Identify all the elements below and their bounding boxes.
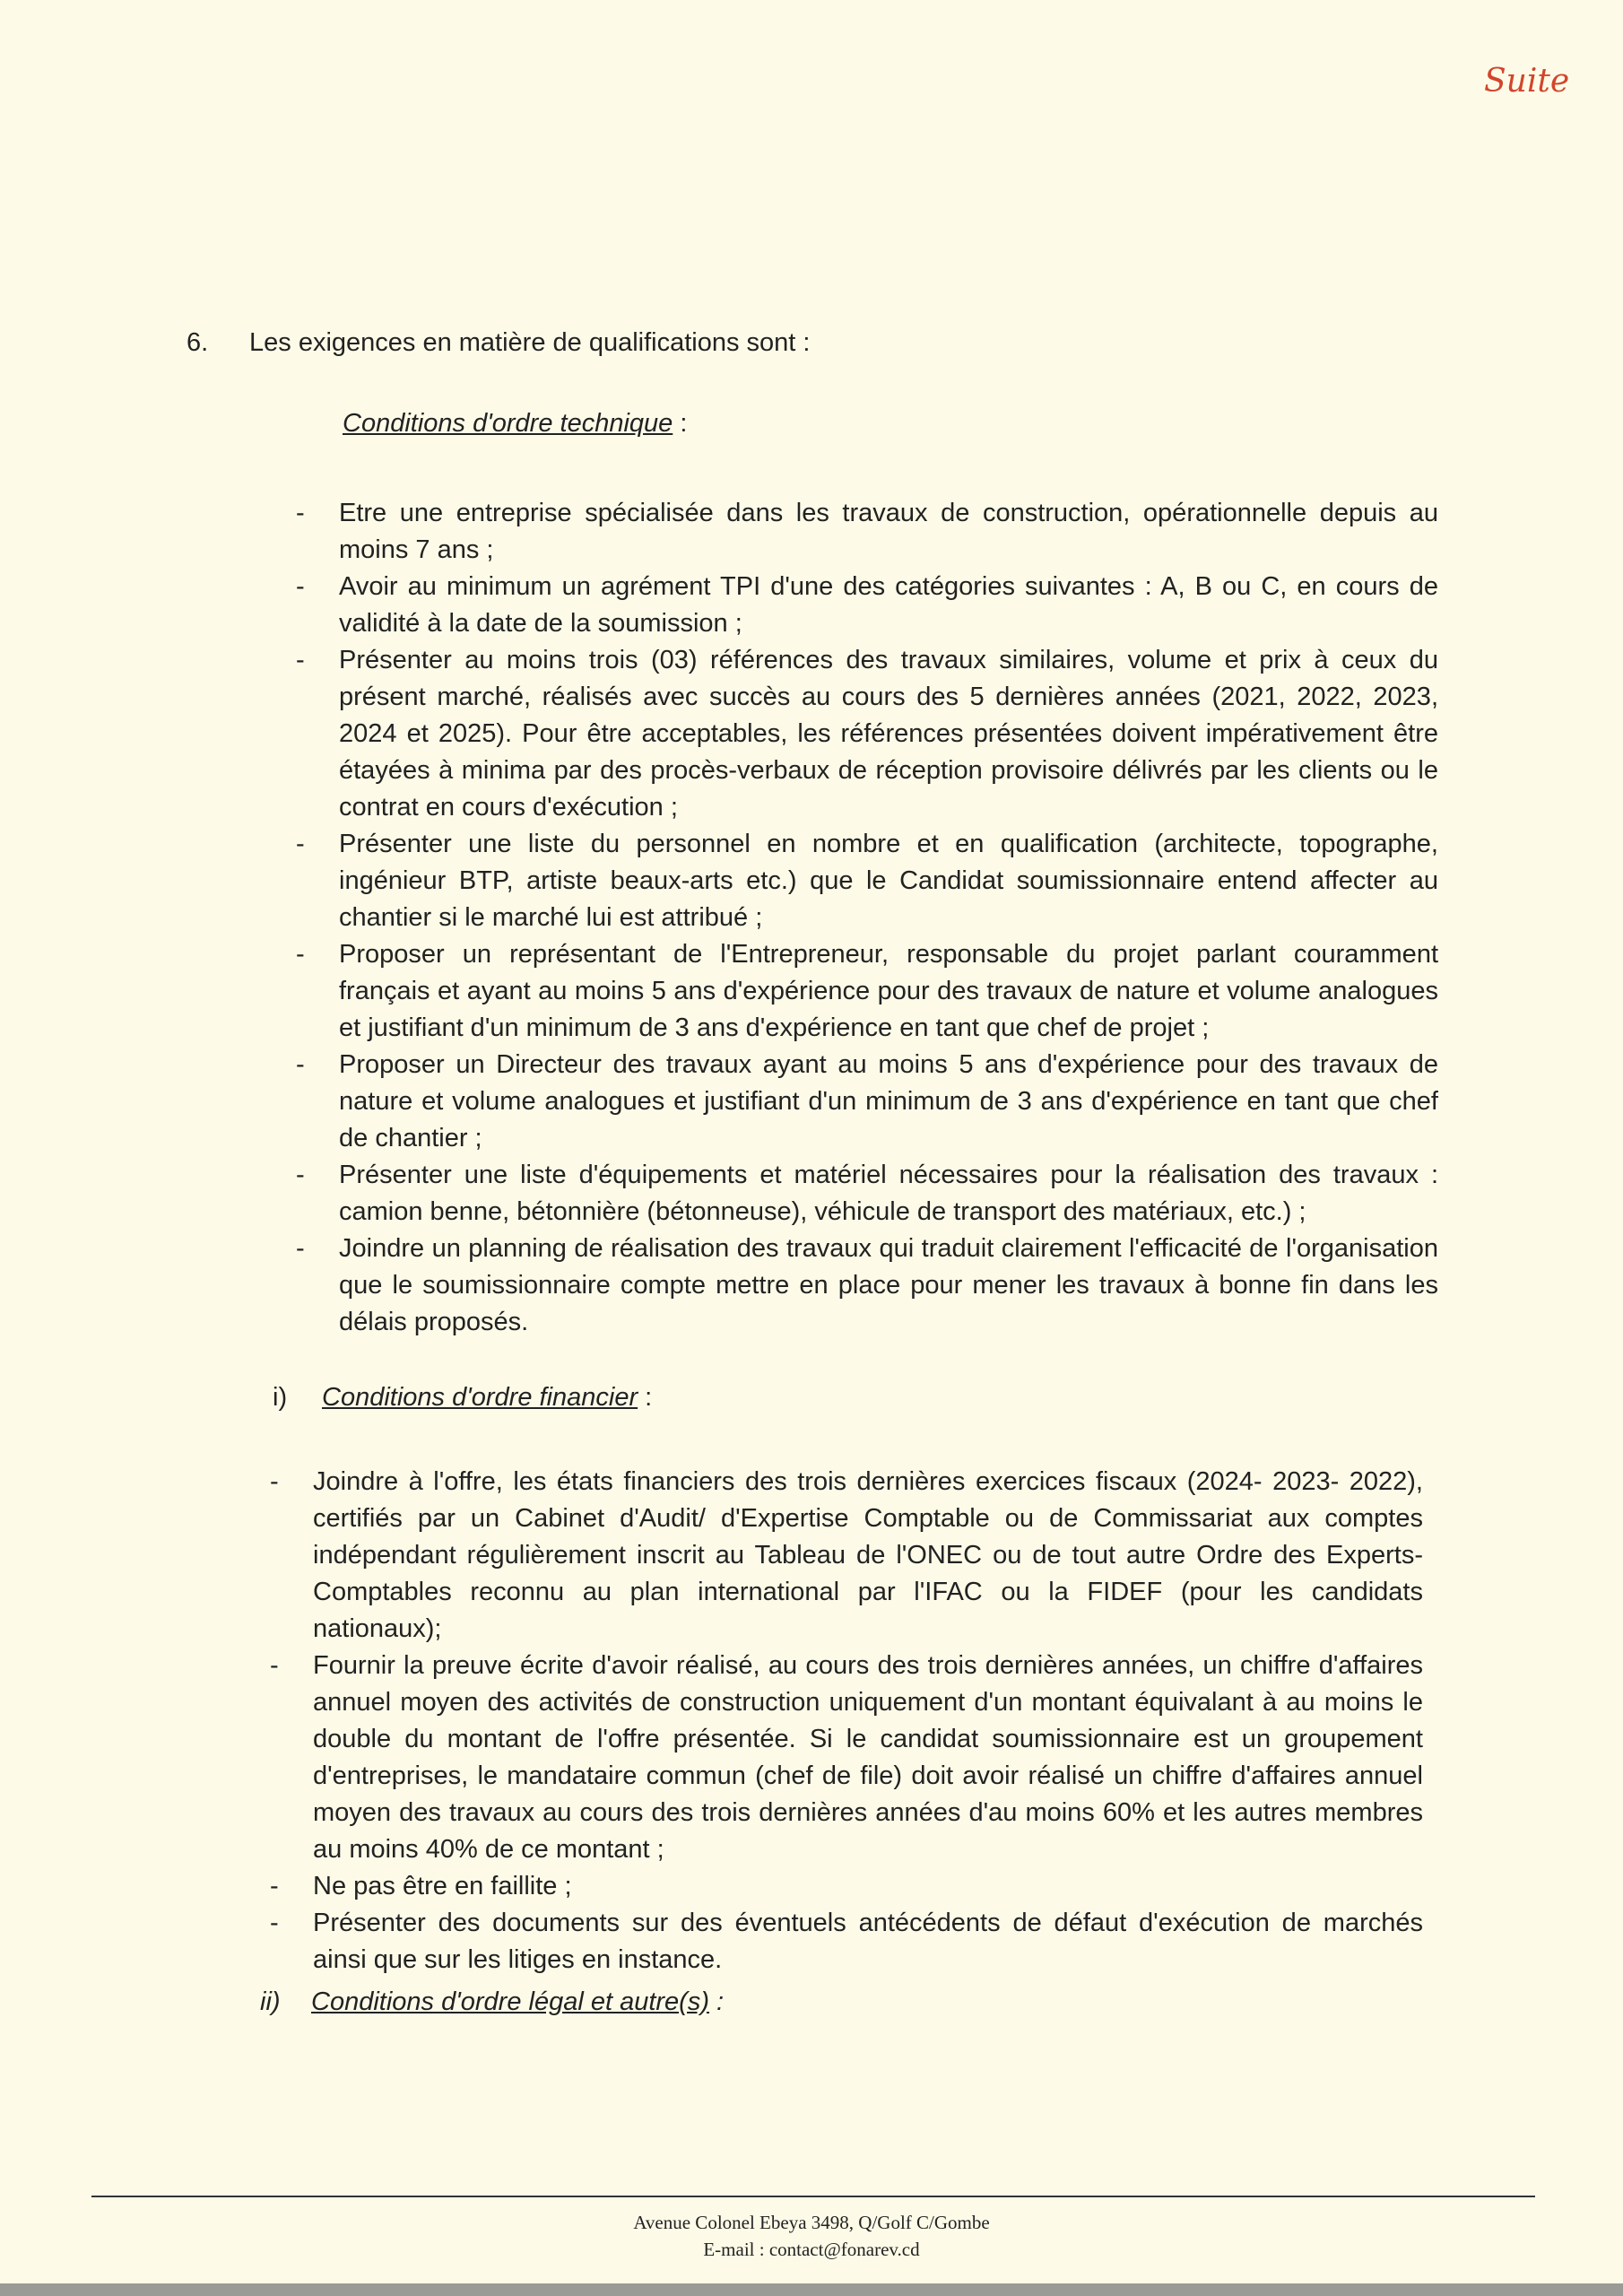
colon: : bbox=[673, 409, 688, 438]
suite-mark: Suite bbox=[1484, 63, 1570, 100]
financial-list bbox=[270, 1464, 1423, 1979]
list-item bbox=[296, 495, 1438, 569]
list-item bbox=[296, 1047, 1438, 1157]
list-item bbox=[270, 1648, 1423, 1868]
legal-marker: ii) bbox=[260, 1987, 281, 2016]
colon: : bbox=[638, 1383, 653, 1412]
list-item-text: Etre une entreprise spécialisée dans les travaux de construction, opérationnelle depuis au moins 7 ans ; bbox=[339, 499, 1438, 564]
legal-title: Conditions d'ordre légal et autre(s) bbox=[311, 1987, 709, 2016]
section-intro: Les exigences en matière de qualifications sont : bbox=[249, 328, 811, 357]
list-item bbox=[270, 1868, 1423, 1905]
bullet-dash: - bbox=[296, 1050, 305, 1079]
bullet-dash: - bbox=[270, 1909, 279, 1937]
list-item-text: Joindre à l'offre, les états financiers des trois dernières exercices fiscaux (2024- 2023- 2022), certifiés par un Cabinet d'Audit/ d'Expertise Comptable ou de Commissariat aux comptes indépendant régulièrement inscrit au Tableau de l'ONEC ou de tout autre Ordre des Experts-Comptables reconnu au plan international par l'IFAC ou la FIDEF (pour les candidats nationaux); bbox=[313, 1467, 1423, 1643]
list-item bbox=[296, 1157, 1438, 1231]
footer-email: E-mail : contact@fonarev.cd bbox=[703, 2239, 920, 2260]
list-item-text: Présenter au moins trois (03) références des travaux similaires, volume et prix à ceux du présent marché, réalisés avec succès au cours des 5 dernières années (2021, 2022, 2023, 2024 et 2025). Pour être acceptables, les références présentées doivent impérativement être étayées à minima par des procès-verbaux de réception provisoire délivrés par les clients ou le contrat en cours d'exécution ; bbox=[339, 646, 1438, 822]
technical-title: Conditions d'ordre technique bbox=[343, 409, 673, 438]
list-item-text: Présenter une liste d'équipements et matériel nécessaires pour la réalisation des travaux : camion benne, bétonnière (bétonneuse), véhicule de transport des matériaux, etc.) ; bbox=[339, 1161, 1438, 1226]
list-item bbox=[296, 826, 1438, 936]
bullet-dash: - bbox=[270, 1651, 279, 1680]
section-number: 6. bbox=[187, 328, 209, 357]
list-item-text: Avoir au minimum un agrément TPI d'une des catégories suivantes : A, B ou C, en cours de validité à la date de la soumission ; bbox=[339, 572, 1438, 638]
financial-heading bbox=[322, 1379, 652, 1416]
bullet-dash: - bbox=[296, 646, 305, 674]
list-item-text: Proposer un Directeur des travaux ayant au moins 5 ans d'expérience pour des travaux de nature et volume analogues et justifiant d'un minimum de 3 ans d'expérience en tant que chef de chantier ; bbox=[339, 1050, 1438, 1152]
list-item bbox=[296, 642, 1438, 826]
list-item-text: Proposer un représentant de l'Entrepreneur, responsable du projet parlant couramment français et ayant au moins 5 ans d'expérience pour des travaux de nature et volume analogues et justifiant d'un minimum de 3 ans d'expérience en tant que chef de projet ; bbox=[339, 940, 1438, 1042]
list-item-text: Ne pas être en faillite ; bbox=[313, 1872, 572, 1900]
list-item bbox=[296, 936, 1438, 1047]
bullet-dash: - bbox=[270, 1467, 279, 1496]
list-item bbox=[270, 1464, 1423, 1648]
bullet-dash: - bbox=[296, 830, 305, 858]
colon: : bbox=[709, 1987, 725, 2016]
list-item-text: Joindre un planning de réalisation des travaux qui traduit clairement l'efficacité de l'organisation que le soumissionnaire compte mettre en place pour mener les travaux à bonne fin dans les délais proposés. bbox=[339, 1234, 1438, 1336]
list-item-text: Présenter une liste du personnel en nombre et en qualification (architecte, topographe, ingénieur BTP, artiste beaux-arts etc.) que le Candidat soumissionnaire entend affecter au chantier si le marché lui est attribué ; bbox=[339, 830, 1438, 932]
footer-address: Avenue Colonel Ebeya 3498, Q/Golf C/Gombe bbox=[633, 2212, 990, 2233]
financial-marker: i) bbox=[273, 1383, 288, 1412]
list-item bbox=[270, 1905, 1423, 1979]
bullet-dash: - bbox=[296, 572, 305, 601]
bullet-dash: - bbox=[296, 1161, 305, 1189]
financial-title: Conditions d'ordre financier bbox=[322, 1383, 638, 1412]
list-item bbox=[296, 569, 1438, 642]
list-item-text: Fournir la preuve écrite d'avoir réalisé, au cours des trois dernières années, un chiffre d'affaires annuel moyen des activités de construction uniquement d'un montant équivalant à au moins le double du montant de l'offre présentée. Si le candidat soumissionnaire est un groupement d'entreprises, le mandataire commun (chef de file) doit avoir réalisé un chiffre d'affaires annuel moyen des travaux au cours des trois dernières années d'au moins 60% et les autres membres au moins 40% de ce montant ; bbox=[313, 1651, 1423, 1864]
legal-heading bbox=[311, 1984, 724, 2021]
footer-divider bbox=[91, 2196, 1535, 2197]
scan-edge bbox=[0, 2283, 1623, 2296]
technical-list bbox=[296, 495, 1438, 1341]
bullet-dash: - bbox=[270, 1872, 279, 1900]
bullet-dash: - bbox=[296, 499, 305, 527]
list-item bbox=[296, 1231, 1438, 1341]
technical-heading bbox=[343, 405, 687, 442]
bullet-dash: - bbox=[296, 1234, 305, 1263]
bullet-dash: - bbox=[296, 940, 305, 969]
list-item-text: Présenter des documents sur des éventuels antécédents de défaut d'exécution de marchés ainsi que sur les litiges en instance. bbox=[313, 1909, 1423, 1974]
